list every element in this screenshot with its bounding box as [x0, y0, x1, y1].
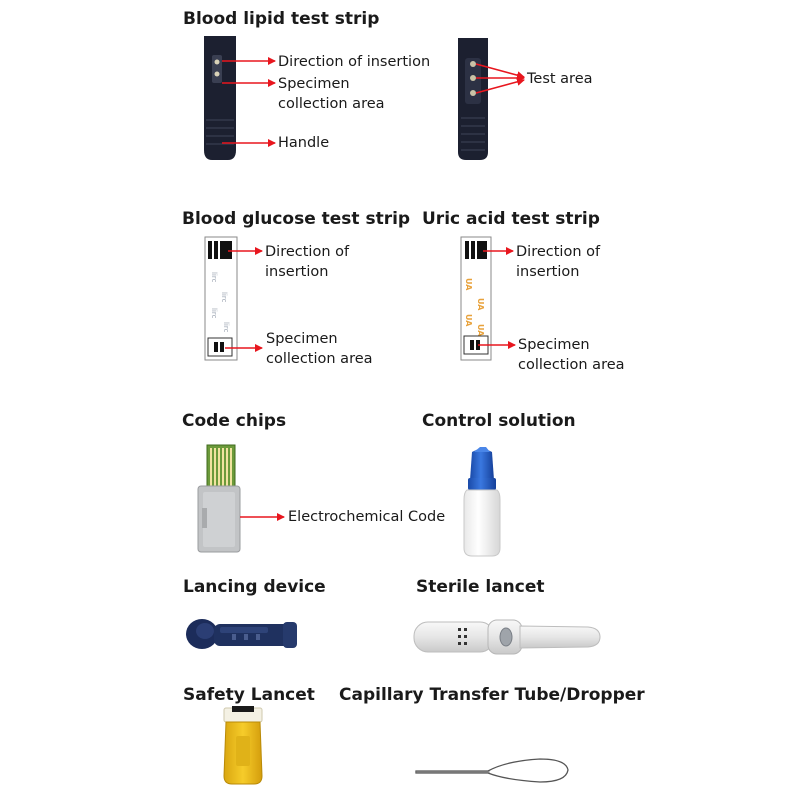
- sterile-lancet-heading: Sterile lancet: [416, 577, 545, 597]
- lipid-handle-label: Handle: [278, 135, 330, 151]
- uric-strip-mark: UA: [464, 314, 473, 327]
- uric-strip-mark: UA: [476, 298, 485, 311]
- glucose-specimen-label-2: collection area: [266, 351, 373, 367]
- glucose-strip-mark: lirc: [222, 322, 230, 333]
- safety-lancet: [224, 706, 262, 784]
- uric-strip: [461, 237, 491, 360]
- glucose-specimen-label: Specimen: [266, 331, 338, 347]
- uric-specimen-label: Specimen: [518, 337, 590, 353]
- glucose-strip-mark: lirc: [210, 308, 218, 319]
- code-chips-heading: Code chips: [182, 411, 287, 431]
- lipid-strip-front: [204, 36, 236, 160]
- glucose-strip-mark: lirc: [210, 272, 218, 283]
- uric-specimen-label-2: collection area: [518, 357, 625, 373]
- uric-strip-mark: UA: [476, 324, 485, 337]
- lancing-device-heading: Lancing device: [183, 577, 326, 597]
- lipid-test-area-label: Test area: [527, 71, 593, 87]
- lipid-specimen-label-2: collection area: [278, 96, 385, 112]
- capillary-tube-heading: Capillary Transfer Tube/Dropper: [339, 685, 645, 705]
- control-solution-heading: Control solution: [422, 411, 576, 431]
- uric-direction-label: Direction of: [516, 244, 601, 260]
- lancing-device: [186, 619, 297, 649]
- sterile-lancet: [414, 620, 600, 654]
- uric-strip-heading: Uric acid test strip: [422, 209, 600, 229]
- capillary-dropper: [416, 759, 568, 782]
- glucose-strip: [205, 237, 237, 360]
- glucose-strip-mark: lirc: [220, 292, 228, 303]
- glucose-direction-label: Direction of: [265, 244, 350, 260]
- safety-lancet-heading: Safety Lancet: [183, 685, 315, 705]
- lipid-strip-back: [458, 38, 488, 160]
- uric-direction-label-2: insertion: [516, 264, 580, 280]
- lipid-direction-label: Direction of insertion: [278, 54, 431, 70]
- uric-strip-mark: UA: [464, 278, 473, 291]
- control-solution-bottle: [464, 447, 500, 556]
- code-chip-label: Electrochemical Code: [288, 509, 446, 525]
- glucose-strip-heading: Blood glucose test strip: [182, 209, 411, 229]
- lipid-strip-heading: Blood lipid test strip: [183, 9, 380, 29]
- code-chip: [198, 445, 240, 552]
- lipid-specimen-label: Specimen: [278, 76, 350, 92]
- glucose-direction-label-2: insertion: [265, 264, 329, 280]
